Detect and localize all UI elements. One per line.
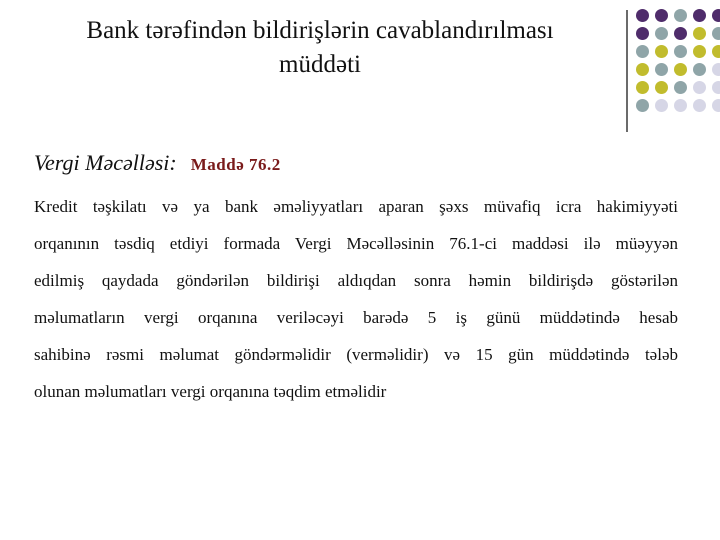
body-paragraph xyxy=(34,188,678,410)
decorative-dot xyxy=(712,27,720,40)
body-line: sahibinə rəsmi məlumat göndərməlidir (verməlidir) və 15 gün müddətində tələb xyxy=(34,345,678,364)
decorative-dot xyxy=(693,9,706,22)
decorative-dot xyxy=(693,27,706,40)
page-title xyxy=(0,14,640,82)
decorative-dot xyxy=(693,81,706,94)
decorative-dot xyxy=(636,99,649,112)
decorative-dot xyxy=(674,81,687,94)
legal-reference xyxy=(34,150,281,176)
reference-article: Maddə 76.2 xyxy=(190,155,281,174)
decorative-dot xyxy=(693,63,706,76)
decorative-dot xyxy=(712,99,720,112)
body-line: edilmiş qaydada göndərilən bildirişi aldıqdan sonra həmin bildirişdə göstərilən xyxy=(34,271,678,290)
reference-label: Vergi Məcəlləsi: xyxy=(34,150,177,175)
decorative-dot xyxy=(636,27,649,40)
decorative-dot xyxy=(655,63,668,76)
decorative-dot xyxy=(674,99,687,112)
decorative-dot xyxy=(674,63,687,76)
body-line: məlumatların vergi orqanına veriləcəyi barədə 5 iş günü müddətində hesab xyxy=(34,308,678,327)
decorative-dot xyxy=(636,9,649,22)
decorative-dot xyxy=(655,45,668,58)
decorative-dot xyxy=(712,45,720,58)
page-title-line-2: müddəti xyxy=(279,51,361,78)
decorative-dot xyxy=(674,45,687,58)
decorative-dot xyxy=(655,99,668,112)
decorative-dot xyxy=(693,99,706,112)
decorative-dot xyxy=(655,9,668,22)
decorative-dot xyxy=(693,45,706,58)
decorative-dot xyxy=(636,81,649,94)
page-title-line-1: Bank tərəfindən bildirişlərin cavablandırılması xyxy=(86,17,554,44)
decorative-dot xyxy=(636,63,649,76)
decorative-dot xyxy=(674,27,687,40)
body-line: olunan məlumatları vergi orqanına təqdim etməlidir xyxy=(34,382,387,401)
decorative-dot-grid xyxy=(636,9,720,112)
decorative-dot xyxy=(712,9,720,22)
decorative-dot xyxy=(674,9,687,22)
decorative-dot xyxy=(636,45,649,58)
divider-line xyxy=(626,10,628,132)
decorative-dot xyxy=(655,27,668,40)
decorative-dot xyxy=(655,81,668,94)
decorative-dot xyxy=(712,63,720,76)
body-line: orqanının təsdiq etdiyi formada Vergi Məcəlləsinin 76.1-ci maddəsi ilə müəyyən xyxy=(34,234,678,253)
body-line: Kredit təşkilatı və ya bank əməliyyatları aparan şəxs müvafiq icra hakimiyyəti xyxy=(34,197,678,216)
decorative-dot xyxy=(712,81,720,94)
